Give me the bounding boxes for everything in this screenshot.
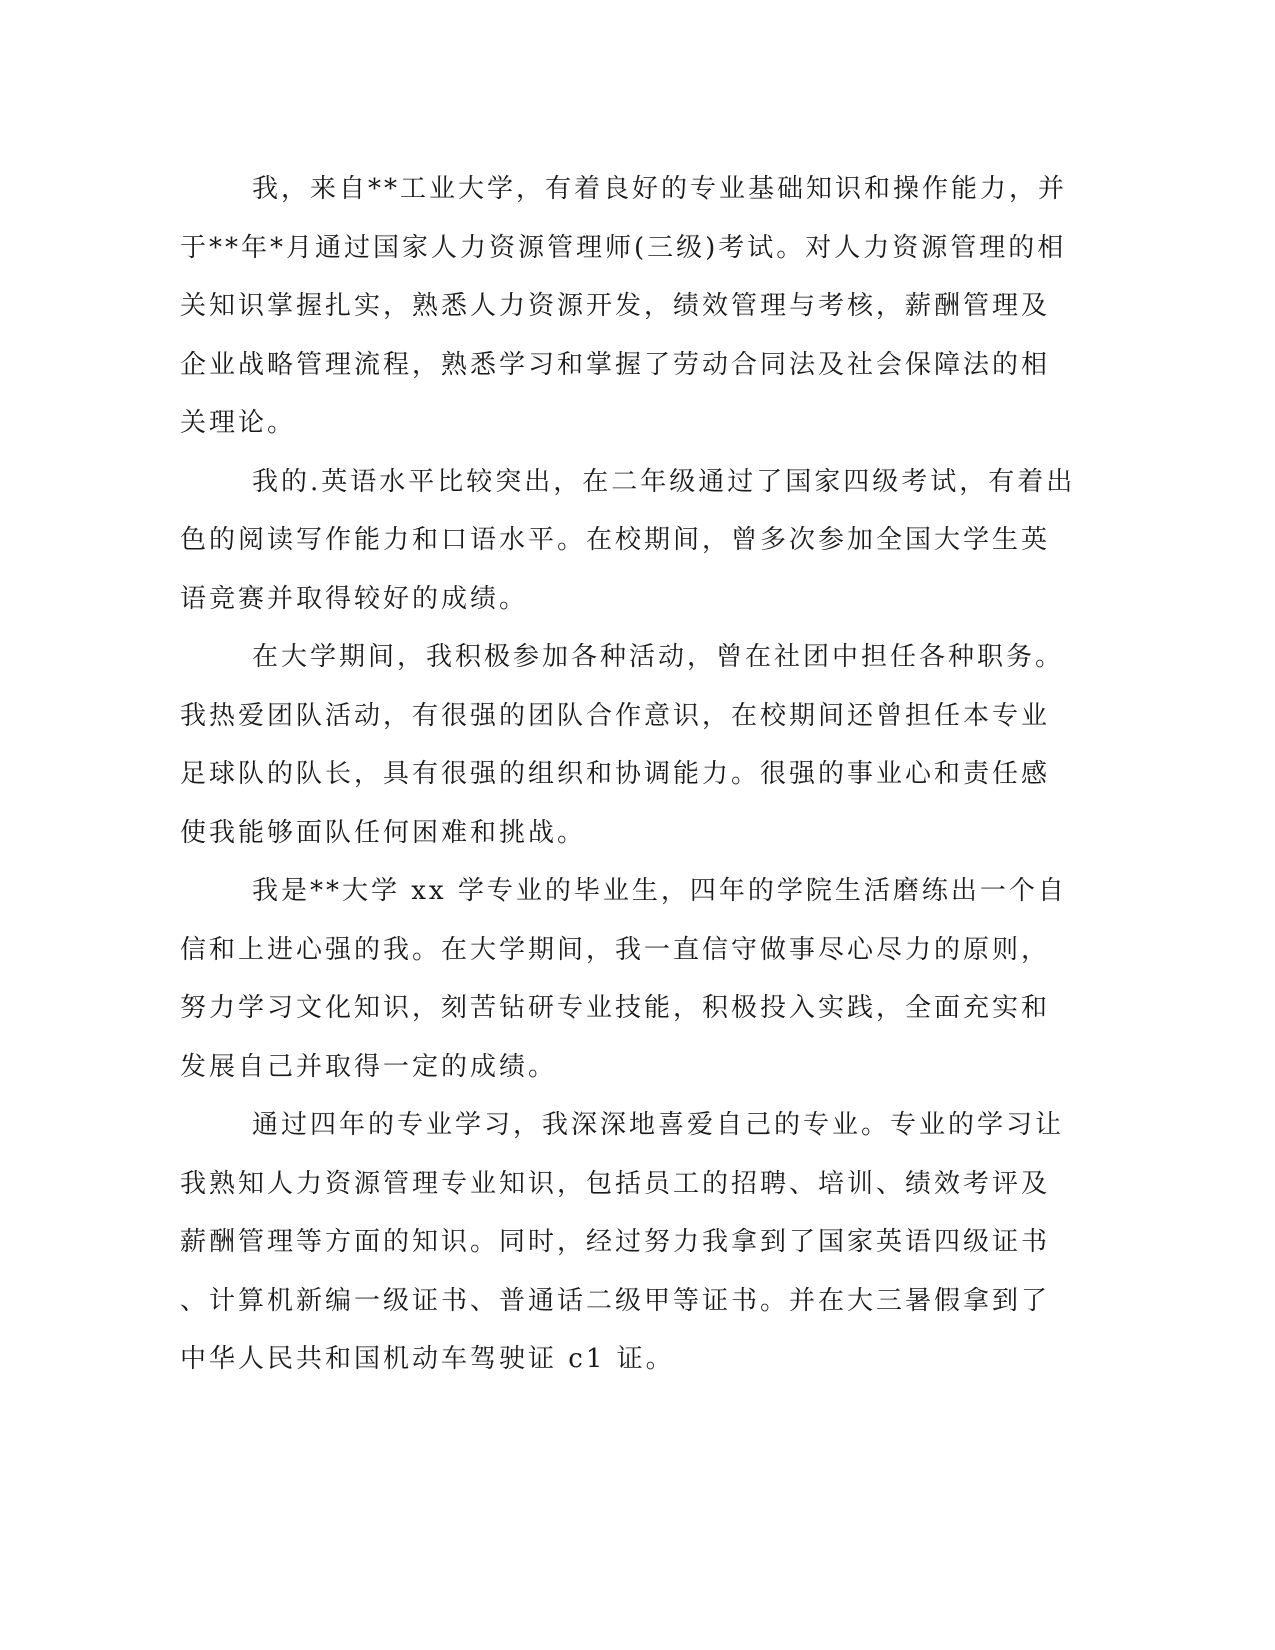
document-body	[180, 160, 1076, 1389]
paragraph-line: 我，来自**工业大学，有着良好的专业基础知识和操作能力，并	[252, 174, 1068, 204]
paragraph-line: 通过四年的专业学习，我深深地喜爱自己的专业。专业的学习让	[252, 1110, 1065, 1140]
paragraph-line: 、计算机新编一级证书、普通话二级甲等证书。并在大三暑假拿到了	[180, 1285, 1051, 1316]
paragraph-line: 于**年*月通过国家人力资源管理师(三级)考试。对人力资源管理的相	[180, 232, 1067, 263]
paragraph-line: 关知识掌握扎实，熟悉人力资源开发，绩效管理与考核，薪酬管理及	[180, 291, 1051, 321]
paragraph-line: 语竞赛并取得较好的成绩。	[180, 583, 529, 614]
paragraph-4	[180, 862, 1067, 1096]
paragraph-line: 信和上进心强的我。在大学期间，我一直信守做事尽心尽力的原则，	[180, 934, 1051, 965]
paragraph-line: 我热爱团队活动，有很强的团队合作意识，在校期间还曾担任本专业	[180, 700, 1051, 731]
paragraph-2	[180, 453, 1076, 629]
paragraph-line: 我的.英语水平比较突出，在二年级通过了国家四级考试，有着出	[252, 466, 1076, 497]
paragraph-line: 色的阅读写作能力和口语水平。在校期间，曾多次参加全国大学生英	[180, 525, 1051, 555]
paragraph-line: 薪酬管理等方面的知识。同时，经过努力我拿到了国家英语四级证书	[180, 1227, 1051, 1257]
paragraph-line: 企业战略管理流程，熟悉学习和掌握了劳动合同法及社会保障法的相	[180, 349, 1051, 380]
paragraph-line: 足球队的队长，具有很强的组织和协调能力。很强的事业心和责任感	[180, 759, 1051, 789]
paragraph-line: 使我能够面队任何困难和挑战。	[180, 817, 587, 848]
paragraph-1	[180, 160, 1068, 453]
paragraph-line: 我是**大学 xx 学专业的毕业生，四年的学院生活磨练出一个自	[252, 876, 1067, 906]
paragraph-line: 努力学习文化知识，刻苦钻研专业技能，积极投入实践，全面充实和	[180, 993, 1051, 1023]
paragraph-5	[180, 1096, 1065, 1389]
paragraph-line: 发展自己并取得一定的成绩。	[180, 1051, 558, 1082]
paragraph-line: 中华人民共和国机动车驾驶证 c1 证。	[180, 1344, 675, 1374]
paragraph-line: 我熟知人力资源管理专业知识，包括员工的招聘、培训、绩效考评及	[180, 1168, 1051, 1199]
paragraph-line: 关理论。	[180, 408, 297, 438]
paragraph-line: 在大学期间，我积极参加各种活动，曾在社团中担任各种职务。	[252, 642, 1065, 672]
paragraph-3	[180, 628, 1065, 862]
